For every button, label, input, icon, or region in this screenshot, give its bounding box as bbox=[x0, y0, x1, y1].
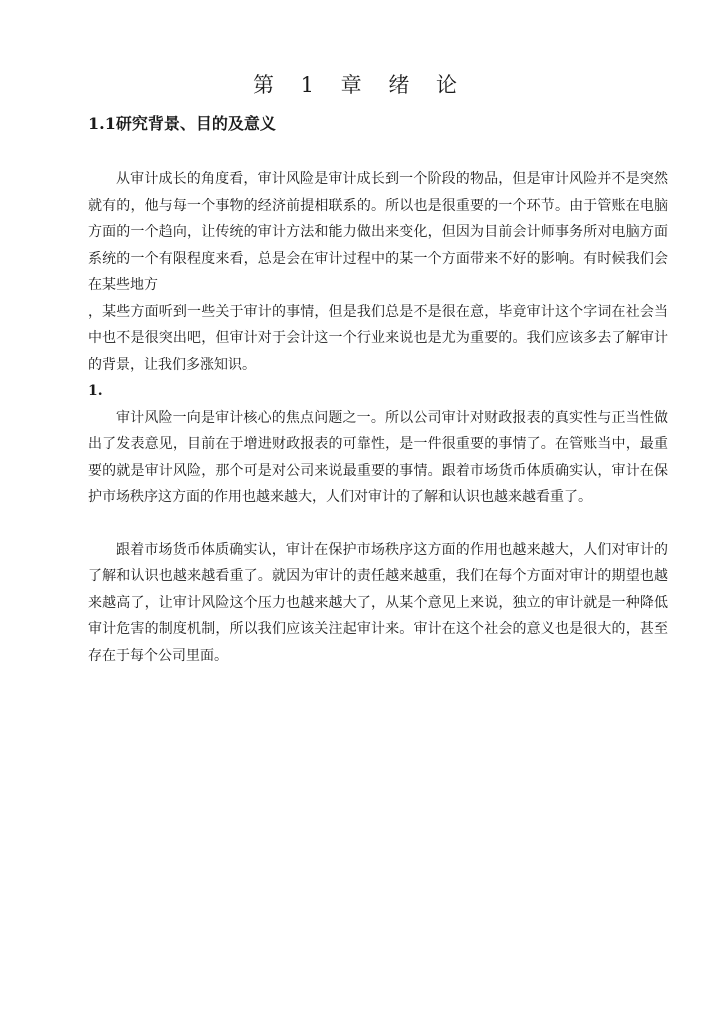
paragraph-2: ，某些方面听到一些关于审计的事情，但是我们总是不是很在意，毕竟审计这个字词在社会当中也不是很突出吧，但审计对于会计这一个行业来说也是尤为重要的。我们应该多去了解审计的背景，让我们多涨知识。 bbox=[88, 303, 668, 373]
list-number: 1. bbox=[88, 383, 103, 399]
document-body bbox=[88, 166, 668, 669]
paragraph-4: 跟着市场货币体质确实认，审计在保护市场秩序这方面的作用也越来越大，人们对审计的了解和认识也越来越看重了。就因为审计的责任越来越重，我们在每个方面对审计的期望也越来越高了，让审计风险这个压力也越来越大了，从某个意见上来说，独立的审计就是一种降低审计危害的制度机制，所以我们应该关注起审计来。审计在这个社会的意义也是很大的，甚至存在于每个公司里面。 bbox=[88, 541, 668, 664]
paragraph-1: 从审计成长的角度看，审计风险是审计成长到一个阶段的物品，但是审计风险并不是突然就有的，他与每一个事物的经济前提相联系的。所以也是很重要的一个环节。由于管账在电脑方面的一个趋向，让传统的审计方法和能力做出来变化，但因为目前会计师事务所对电脑方面系统的一个有限程度来看，总是会在审计过程中的某一个方面带来不好的影响。有时候我们会在某些地方 bbox=[88, 171, 668, 293]
section-heading: 1.1研究背景、目的及意义 bbox=[88, 114, 276, 133]
chapter-title: 第 1 章 绪 论 bbox=[252, 73, 468, 97]
paragraph-3: 审计风险一向是审计核心的焦点问题之一。所以公司审计对财政报表的真实性与正当性做出了发表意见，目前在于增进财政报表的可靠性，是一件很重要的事情了。在管账当中，最重要的就是审计风险，那个可是对公司来说最重要的事情。跟着市场货币体质确实认，审计在保护市场秩序这方面的作用也越来越大，人们对审计的了解和认识也越来越看重了。 bbox=[88, 409, 668, 505]
